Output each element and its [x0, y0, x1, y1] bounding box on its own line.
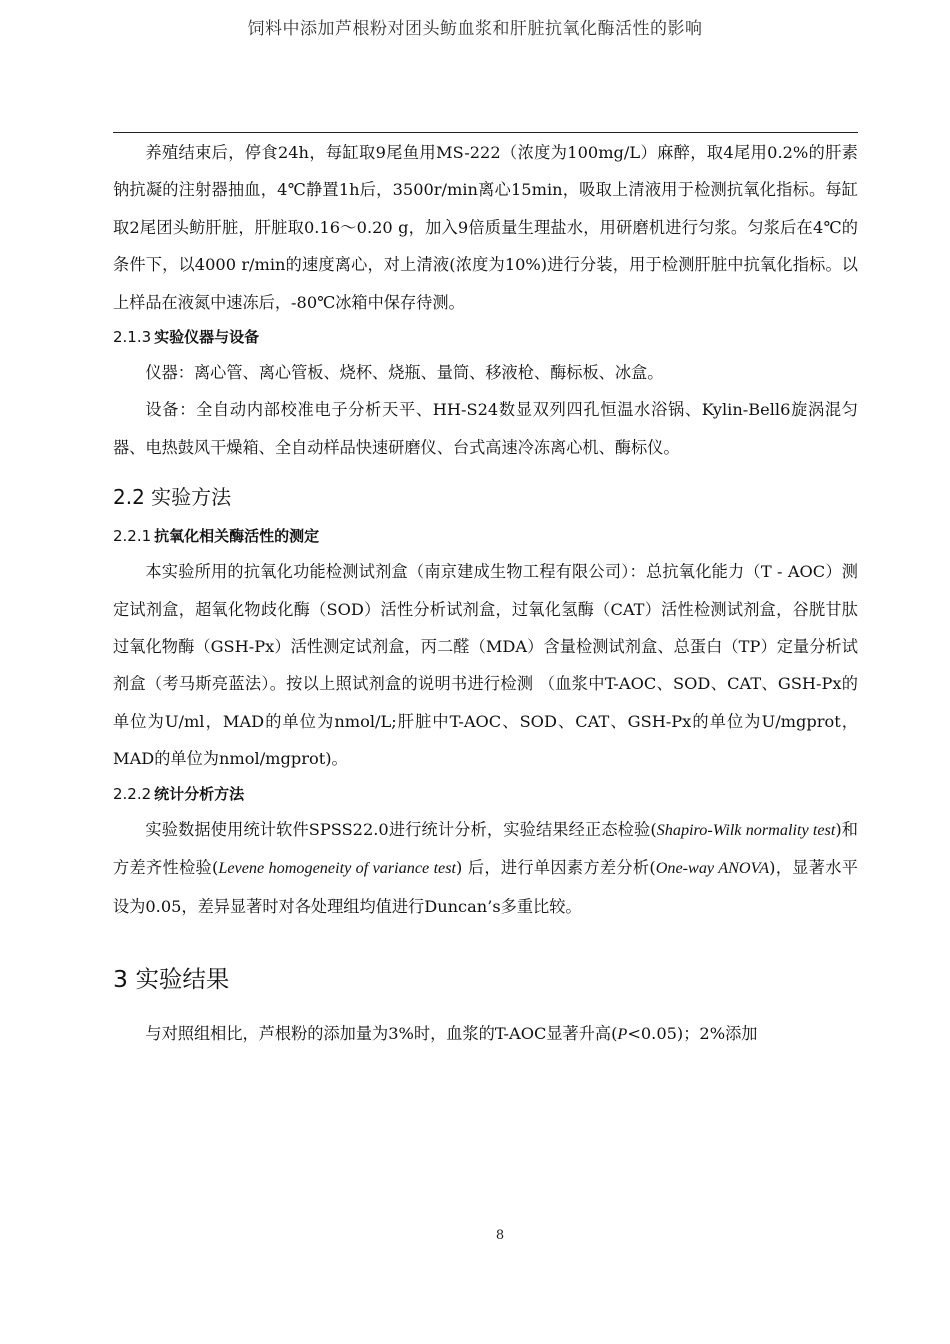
instruments-paragraph: 仪器：离心管、离心管板、烧杯、烧瓶、量筒、移液枪、酶标板、冰盒。	[145, 363, 664, 383]
section-heading-2-2	[113, 480, 858, 514]
subsection-number: 2.1.3	[113, 328, 152, 347]
p-value-symbol: P	[617, 1024, 628, 1043]
subsection-heading-2-1-3	[113, 321, 858, 354]
statistics-text: ) 后，进行单因素方差分析(	[456, 858, 656, 878]
chapter-heading-3	[113, 959, 858, 999]
results-text: <0.05)；2%添加	[627, 1023, 758, 1043]
header-rule	[113, 132, 858, 133]
anova-name: One-way ANOVA	[655, 859, 770, 878]
subsection-heading-2-2-2	[113, 778, 858, 811]
chapter-title: 实验结果	[135, 964, 230, 993]
subsection-heading-2-2-1	[113, 520, 858, 553]
section-title: 实验方法	[151, 485, 232, 510]
subsection-number: 2.2.1	[113, 527, 152, 546]
normality-test-name: Shapiro-Wilk normality test	[656, 820, 836, 839]
page-body	[113, 134, 858, 1053]
sampling-paragraph: 养殖结束后，停食24h，每缸取9尾鱼用MS-222（浓度为100mg/L）麻醉，取4尾用0.2%的肝素钠抗凝的注射器抽血，4℃静置1h后，3500r/min离心15min，吸取上清液用于检测抗氧化指标。每缸取2尾团头鲂肝脏，肝脏取0.16～0.20 g，加入9倍质量生理盐水，用研磨机进行匀浆。匀浆后在4℃的条件下，以4000 r/min的速度离心，对上清液(浓度为10%)进行分装，用于检测肝脏中抗氧化指标。以上样品在液氮中速冻后，-80℃冰箱中保存待测。	[113, 143, 858, 312]
statistics-paragraph	[113, 811, 858, 925]
subsection-title: 实验仪器与设备	[154, 328, 260, 347]
subsection-number: 2.2.2	[113, 784, 152, 803]
antioxidant-kits-paragraph: 本实验所用的抗氧化功能检测试剂盒（南京建成生物工程有限公司）：总抗氧化能力（T - AOC）测定试剂盒，超氧化物歧化酶（SOD）活性分析试剂盒，过氧化氢酶（CAT）活性检测试剂盒，谷胱甘肽过氧化物酶（GSH-Px）活性测定试剂盒，丙二醛（MDA）含量检测试剂盒、总蛋白（TP）定量分析试剂盒（考马斯亮蓝法）。按以上照试剂盒的说明书进行检测 （血浆中T-AOC、SOD、CAT、GSH-Px的单位为U/ml，MAD的单位为nmol/L;肝脏中T-AOC、SOD、CAT、GSH-Px的单位为U/mgprot，MAD的单位为nmol/mgprot)。	[113, 562, 858, 769]
equipment-paragraph: 设备：全自动内部校准电子分析天平、HH-S24数显双列四孔恒温水浴锅、Kylin-Bell6旋涡混匀器、电热鼓风干燥箱、全自动样品快速研磨仪、台式高速冷冻离心机、酶标仪。	[113, 400, 858, 457]
subsection-title: 抗氧化相关酶活性的测定	[154, 527, 320, 546]
section-number: 2.2	[113, 485, 145, 510]
subsection-title: 统计分析方法	[154, 784, 245, 803]
results-paragraph	[113, 1015, 858, 1053]
chapter-number: 3	[113, 964, 128, 993]
running-header: 饲料中添加芦根粉对团头鲂血浆和肝脏抗氧化酶活性的影响	[247, 19, 703, 39]
results-text: 与对照组相比，芦根粉的添加量为3%时，血浆的T-AOC显著升高(	[145, 1023, 618, 1043]
levene-test-name: Levene homogeneity of variance test	[218, 859, 457, 878]
statistics-text: )，显著水平设为0.05，差异显著时对各处理组均值进行Duncan’s多重比较。	[113, 858, 858, 916]
page-number: 8	[495, 1228, 505, 1243]
statistics-text: 实验数据使用统计软件SPSS22.0进行统计分析，实验结果经正态检验(	[145, 819, 657, 839]
statistics-text: )和方差齐性检验(	[113, 819, 858, 878]
